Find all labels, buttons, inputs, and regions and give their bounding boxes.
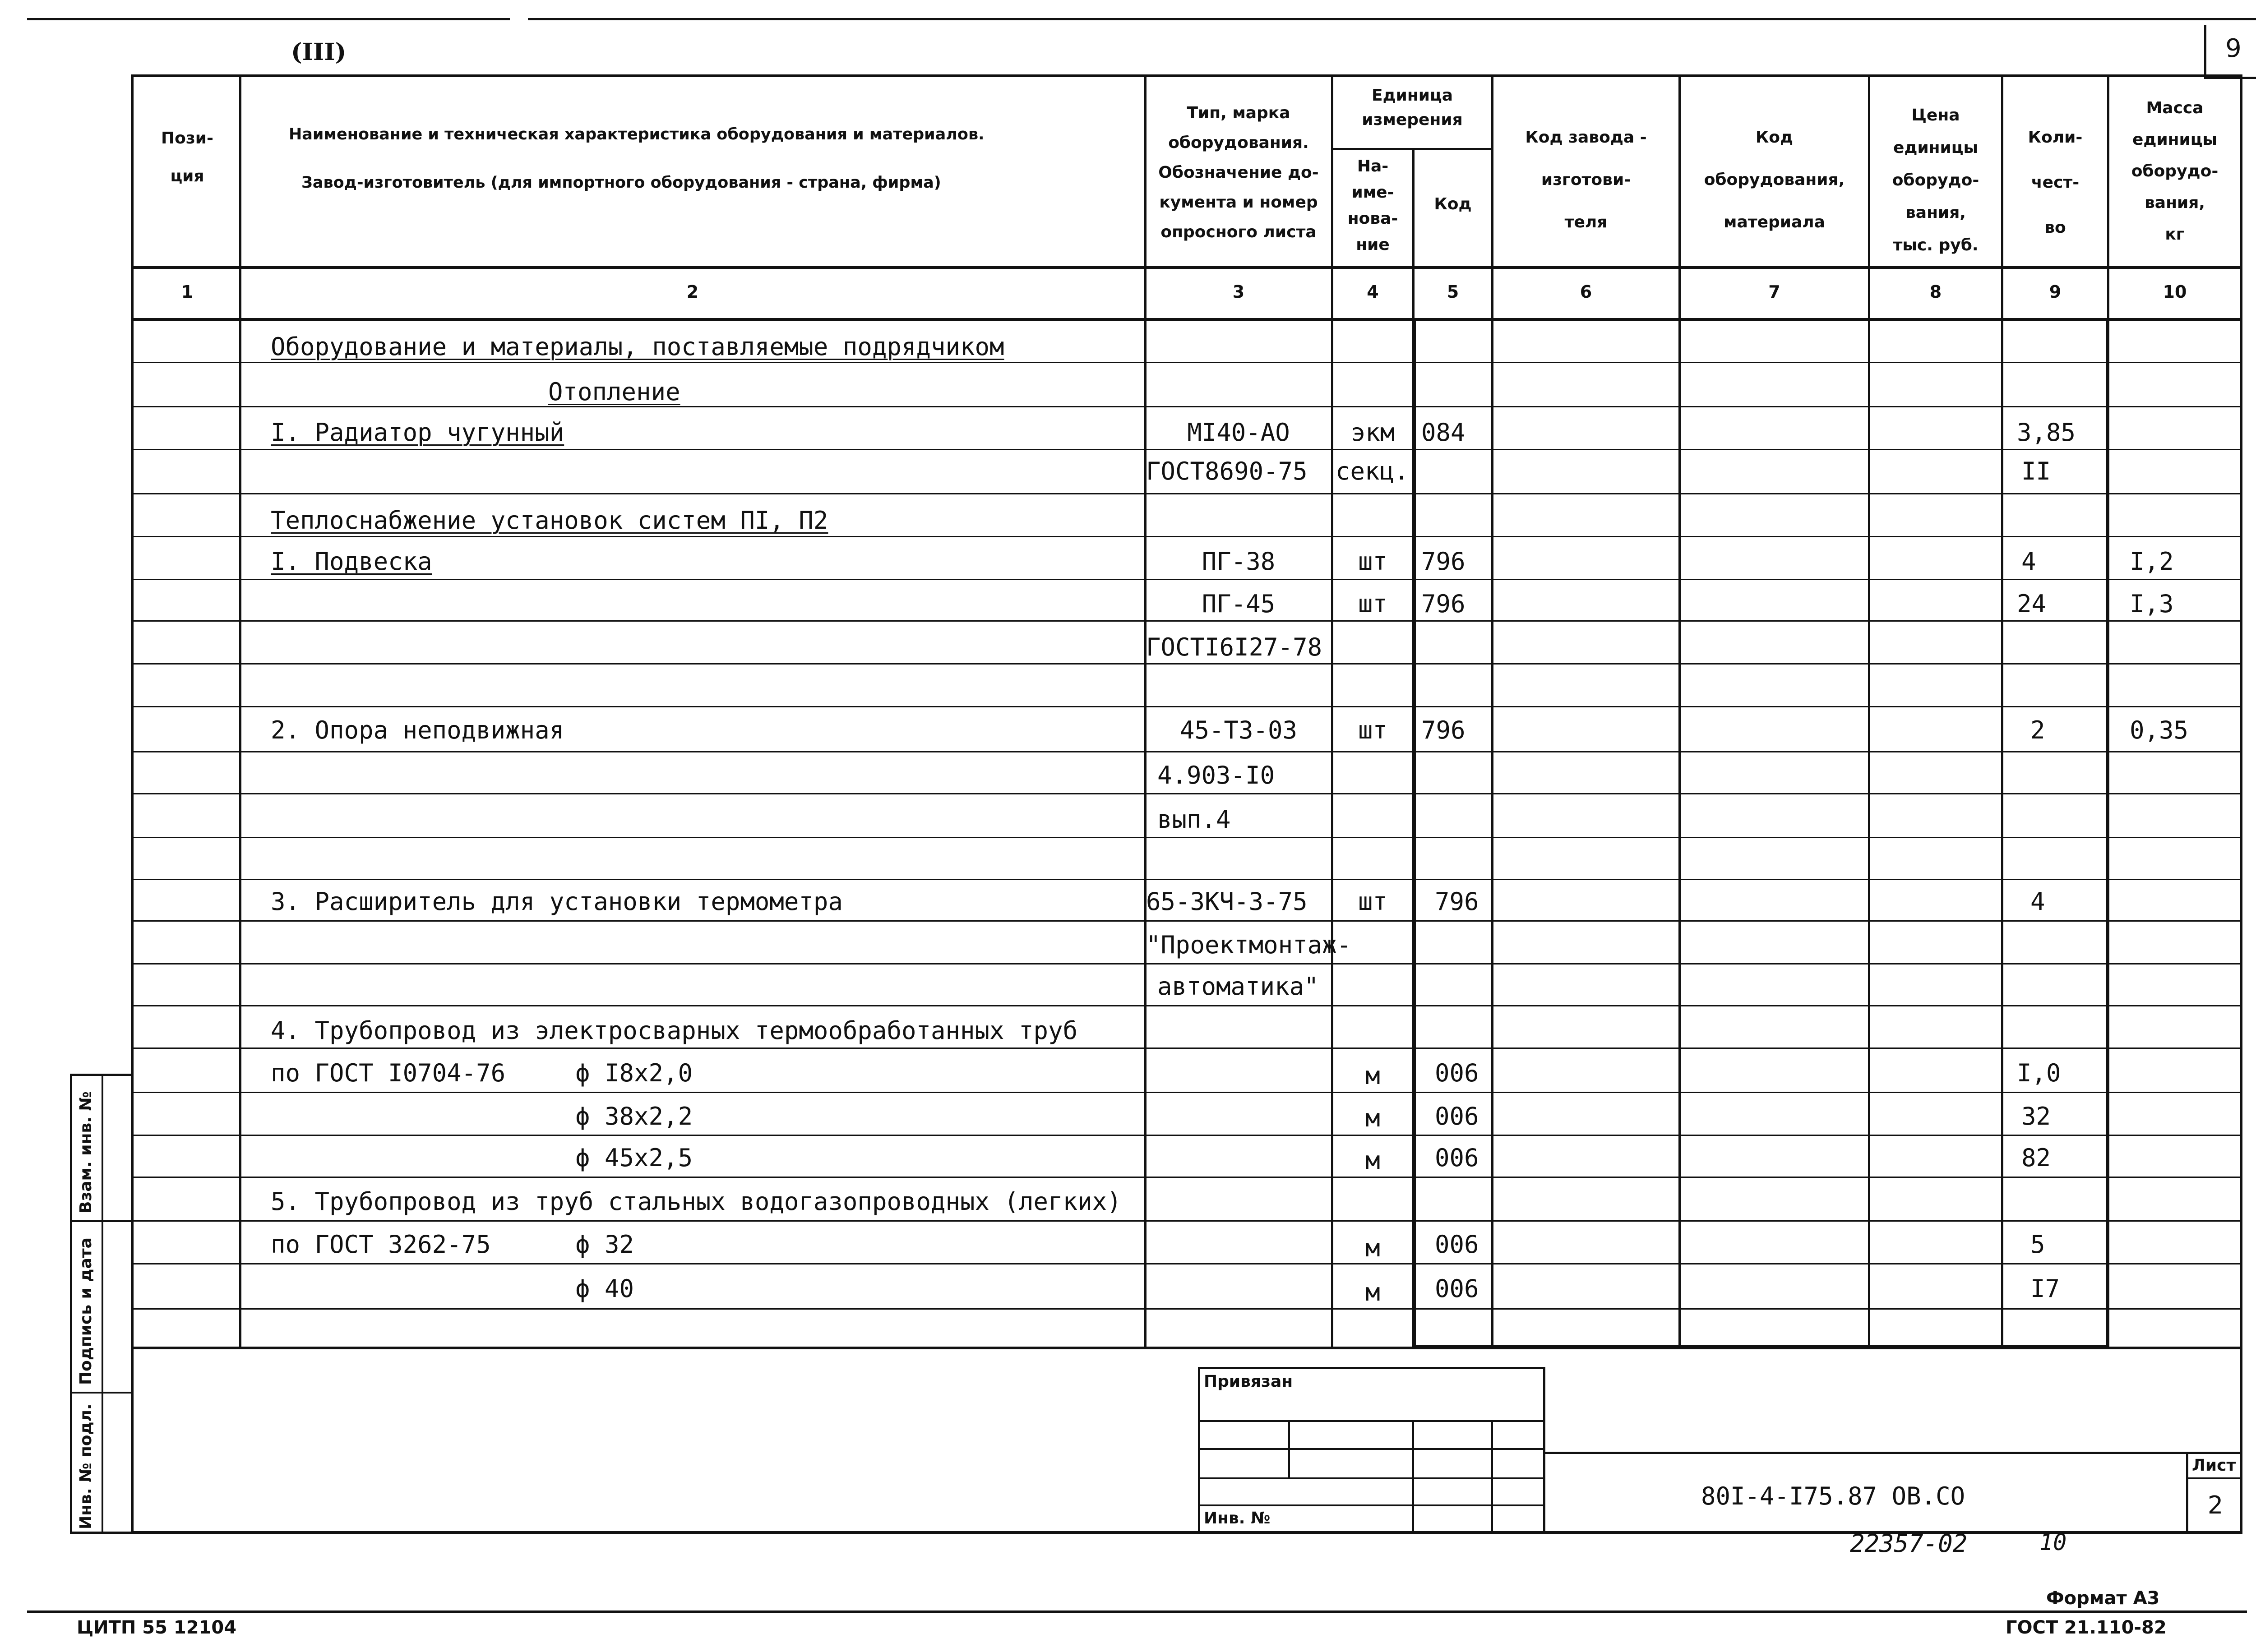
col-header-type: Тип, марка оборудования. Обозначение до- кумента и номер опросного листа: [1158, 104, 1319, 241]
col-header-equipment-code: Код оборудования, материала: [1704, 128, 1845, 231]
col-header-mass: Масса единицы оборудо- вания, кг: [2131, 99, 2219, 244]
unit-header-split: [1331, 148, 1493, 150]
col-header-unit-name: На- име- нова- ние: [1347, 157, 1398, 254]
sheet-corner-number: 9: [2225, 34, 2242, 63]
item-quantity: I7: [2030, 1274, 2060, 1303]
item-name: по ГОСТ I0704-76: [271, 1059, 506, 1087]
item-quantity: 82: [2021, 1144, 2051, 1172]
row-line: [131, 1177, 2242, 1178]
side-stamp-row: [70, 1220, 133, 1222]
section-mark: (III): [291, 38, 347, 66]
item-type: ПГ-45: [1202, 590, 1276, 618]
row-line: [131, 493, 2242, 494]
row-line: [131, 663, 2242, 664]
row-line: [131, 879, 2242, 880]
row-line: [131, 620, 2242, 622]
item-name: 2. Опора неподвижная: [271, 716, 564, 744]
row-line: [131, 406, 2242, 407]
col-number-8: 8: [1929, 282, 1942, 302]
format-label: Формат А3: [2046, 1588, 2160, 1609]
footer-left-code: ЦИТП 55 12104: [77, 1617, 237, 1638]
row-line: [131, 920, 2242, 922]
col-header-name-line1: Наименование и техническая характеристика оборудования и материалов.: [289, 125, 985, 143]
table-body-bottom: [131, 1347, 2242, 1349]
item-unit: м: [1365, 1104, 1380, 1132]
title-block-vline: [1412, 1420, 1414, 1533]
item-quantity: II: [2021, 457, 2051, 485]
item-name: Оборудование и материалы, поставляемые подрядчиком: [271, 332, 1004, 361]
title-block-line: [1198, 1448, 1545, 1450]
footer-gost: ГОСТ 21.110-82: [2006, 1617, 2167, 1638]
item-type: ГОСТ8690-75: [1146, 457, 1308, 485]
col-header-position: Пози- ция: [161, 129, 213, 185]
col-number-1: 1: [181, 282, 194, 302]
item-unit: шт: [1358, 590, 1388, 618]
item-type: 45-Т3-03: [1179, 716, 1298, 744]
top-rule-left: [27, 18, 510, 20]
row-line: [131, 1308, 2242, 1310]
col-header-price: Цена единицы оборудо- вания, тыс. руб.: [1892, 106, 1979, 254]
item-unit: экм: [1350, 418, 1395, 447]
title-block-inv-label: Инв. №: [1204, 1509, 1271, 1527]
item-quantity: 3,85: [2017, 418, 2076, 447]
item-unit: м: [1365, 1061, 1380, 1090]
col-number-10: 10: [2163, 282, 2187, 302]
item-name: 5. Трубопровод из труб стальных водогазопроводных (легких): [271, 1187, 1122, 1216]
item-unit-code: 006: [1435, 1144, 1479, 1172]
row-line: [131, 579, 2242, 580]
title-block-privyazan-label: Привязан: [1204, 1372, 1293, 1391]
item-unit-code: 796: [1421, 716, 1465, 744]
side-stamp-podpis: Подпись и дата: [77, 1237, 95, 1385]
item-unit: м: [1365, 1146, 1380, 1175]
col-header-name-line2: Завод-изготовитель (для импортного оборудования - страна, фирма): [301, 174, 941, 192]
item-type: ГОСТI6I27-78: [1146, 633, 1322, 661]
list-label: Лист: [2192, 1456, 2236, 1475]
side-stamp-row: [70, 1392, 133, 1394]
item-type: вып.4: [1157, 805, 1231, 834]
row-line: [131, 1220, 2242, 1222]
row-line: [131, 751, 2242, 752]
handwritten-page: 10: [2039, 1529, 2067, 1555]
row-line: [131, 1263, 2242, 1264]
item-type: МI40-АО: [1187, 418, 1290, 447]
item-type: ПГ-38: [1202, 547, 1276, 576]
side-stamp-inv-podl: Инв. № подл.: [77, 1403, 95, 1529]
col-number-3: 3: [1232, 282, 1245, 302]
item-mass: I,2: [2130, 547, 2174, 576]
handwritten-number: 22357-02: [1850, 1529, 1968, 1558]
item-quantity: 32: [2021, 1102, 2051, 1131]
item-name: 3. Расширитель для установки термометра: [271, 887, 843, 916]
col-header-plant-code: Код завода - изготови- теля: [1525, 128, 1647, 231]
col-header-quantity: Коли- чест- во: [2028, 128, 2083, 237]
col-number-7: 7: [1768, 282, 1780, 302]
row-line: [131, 1135, 2242, 1136]
item-type: автоматика": [1157, 972, 1319, 1001]
item-mass: I,3: [2130, 590, 2174, 618]
side-stamp-divider: [102, 1074, 103, 1534]
item-unit-code: 006: [1435, 1059, 1479, 1087]
col-header-unit: Единица измерения: [1362, 86, 1463, 129]
row-line: [131, 706, 2242, 707]
item-quantity: 2: [2030, 716, 2045, 744]
title-block-vline: [1491, 1420, 1493, 1533]
item-name: Теплоснабжение установок систем ПI, П2: [271, 506, 828, 535]
item-dimension: ϕ 40: [575, 1274, 634, 1303]
item-type: 65-ЗКЧ-3-75: [1146, 887, 1308, 916]
item-unit-code: 796: [1421, 547, 1465, 576]
item-dimension: ϕ I8х2,0: [575, 1059, 693, 1087]
item-unit: шт: [1358, 887, 1388, 916]
col-header-unit-code: Код: [1434, 195, 1472, 213]
item-quantity: 4: [2030, 887, 2045, 916]
list-number: 2: [2207, 1491, 2224, 1519]
footer-rule: [27, 1610, 2247, 1613]
item-name: I. Радиатор чугунный: [271, 418, 564, 447]
item-quantity: 5: [2030, 1230, 2045, 1259]
item-unit-code: 006: [1435, 1274, 1479, 1303]
side-stamp-vzam: Взам. инв. №: [77, 1091, 95, 1214]
item-name: I. Подвеска: [271, 547, 432, 576]
document-code: 80I-4-I75.87 ОВ.СО: [1701, 1482, 1965, 1510]
item-quantity: I,0: [2017, 1059, 2061, 1087]
item-type: 4.903-I0: [1157, 761, 1275, 789]
col-number-6: 6: [1580, 282, 1592, 302]
row-line: [131, 449, 2242, 450]
col-number-2: 2: [686, 282, 699, 302]
col-number-5: 5: [1447, 282, 1459, 302]
title-block-line: [1198, 1420, 1545, 1422]
item-unit: шт: [1358, 547, 1388, 576]
list-box-mid: [2186, 1477, 2242, 1479]
top-rule-right: [528, 18, 2256, 20]
row-line: [131, 837, 2242, 838]
item-unit: м: [1365, 1278, 1380, 1306]
col-number-9: 9: [2049, 282, 2062, 302]
item-mass: 0,35: [2130, 716, 2189, 744]
row-line: [131, 1092, 2242, 1093]
item-unit-code: 006: [1435, 1102, 1479, 1131]
item-type: "Проектмонтаж-: [1146, 931, 1352, 959]
item-unit: шт: [1358, 716, 1388, 744]
row-line: [131, 963, 2242, 964]
title-block-line: [1198, 1504, 1545, 1506]
header-bottom-line: [131, 266, 2242, 269]
item-dimension: ϕ 45х2,5: [575, 1144, 693, 1172]
doc-code-top-line: [1545, 1452, 2242, 1454]
row-line: [131, 362, 2242, 363]
col-number-4: 4: [1367, 282, 1379, 302]
item-unit: секц.: [1336, 457, 1409, 485]
item-unit-code: 796: [1435, 887, 1479, 916]
side-stamp-divider: [70, 1074, 72, 1534]
item-unit-code: 796: [1421, 590, 1465, 618]
item-dimension: ϕ 32: [575, 1230, 634, 1259]
row-line: [131, 536, 2242, 537]
item-name: по ГОСТ 3262-75: [271, 1230, 491, 1259]
item-unit-code: 084: [1421, 418, 1465, 447]
item-name: 4. Трубопровод из электросварных термообработанных труб: [271, 1016, 1078, 1045]
item-quantity: 24: [2017, 590, 2047, 618]
item-dimension: ϕ 38х2,2: [575, 1102, 693, 1131]
item-quantity: 4: [2021, 547, 2036, 576]
row-line: [131, 1005, 2242, 1006]
title-block-vline: [1288, 1420, 1290, 1479]
row-line: [131, 1047, 2242, 1049]
item-name: Отопление: [548, 378, 680, 406]
item-unit-code: 006: [1435, 1230, 1479, 1259]
row-line: [131, 793, 2242, 794]
title-block-line: [1198, 1477, 1545, 1479]
item-unit: м: [1365, 1234, 1380, 1262]
bold-data-region: [1412, 319, 2109, 1349]
